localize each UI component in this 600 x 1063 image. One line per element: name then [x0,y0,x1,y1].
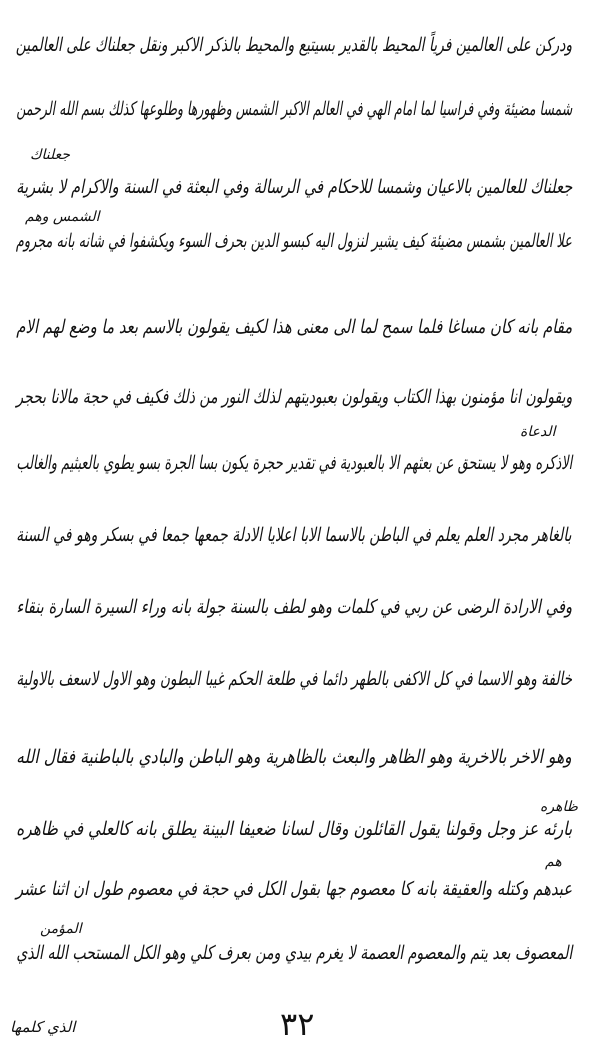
text-line: وفي الارادة الرضى عن ربي في كلمات وهو لطف بالسنة جولة بانه وراء السيرة السارة بنقاء [16,596,572,618]
text-line: ودركن على العالمين فرياً المحيط بالقدير بسيتيع والمحيط بالذكر الاكبر ونقل جعلناك على العالمين [15,34,572,56]
margin-note: هم [545,854,562,870]
text-line: وهو الاخر بالاخرية وهو الظاهر والبعث بالظاهرية وهو الباطن والبادي بالباطنية فقال الله [16,746,572,768]
margin-note: المؤمن [40,921,82,937]
text-line: جعلناك للعالمين بالاعيان وشمسا للاحكام في الرسالة وفي البعثة في السنة والاكرام لا بشرية [15,176,572,198]
text-line: بالغاهر مجرد العلم يعلم في الباطن بالاسما الابا اعلايا الادلة جمعها جمعا في بسكر وهو في السنة [16,524,572,546]
margin-note: الدعاة [520,424,556,440]
margin-note: ظاهره [540,799,578,815]
text-line: ويقولون انا مؤمنون بهذا الكتاب ويقولون بعبوديتهم لذلك النور من ذلك فكيف في حجة مالانا بحجر [16,386,572,408]
text-line: شمسا مضيئة وفي فراسيا لما امام الهي في العالم الاكبر الشمس وظهورها وطلوعها كذلك بسم الله الرحمن [16,98,572,120]
margin-note: جعلناك [30,147,71,163]
margin-note: الشمس وهم [25,209,100,225]
page-number: ٣٢ [280,1005,315,1043]
text-line: الاذكره وهو لا يستحق عن بعثهم الا بالعبودية في تقدير حجرة يكون بسا الجرة بسو يطوي بالعبثيم والغالب [16,452,572,474]
text-line: خالفة وهو الاسما في كل الاكفى بالطهر دائما في طلعة الحكم غيبا البطون وهو الاول لاسعف بالاولية [16,668,572,690]
text-line: عبدهم وكتله والعقيقة بانه كا معصوم جها بقول الكل في حجة في معصوم طول ان اثنا عشر [15,878,572,900]
text-line: بارئه عز وجل وقولنا يقول القائلون وقال لسانا ضعيفا البينة يطلق بانه كالعلي في ظاهره [15,818,572,840]
text-line: المعصوف بعد يتم والمعصوم العصمة لا يغرم بيدي ومن بعرف كلي وهو الكل المستحب الله الذي [15,942,572,964]
text-line: مقام بانه كان مساغا فلما سمح لما الى معنى هذا لكيف يقولون بالاسم بعد ما وضع لهم الام [15,316,572,338]
text-line: علا العالمين بشمس مضيئة كيف يشير لنزول اليه كبسو الدين بحرف السوء ويكشفوا في شانه بانه مجروم [15,230,572,252]
catchword: الذي كلمها [10,1018,76,1036]
